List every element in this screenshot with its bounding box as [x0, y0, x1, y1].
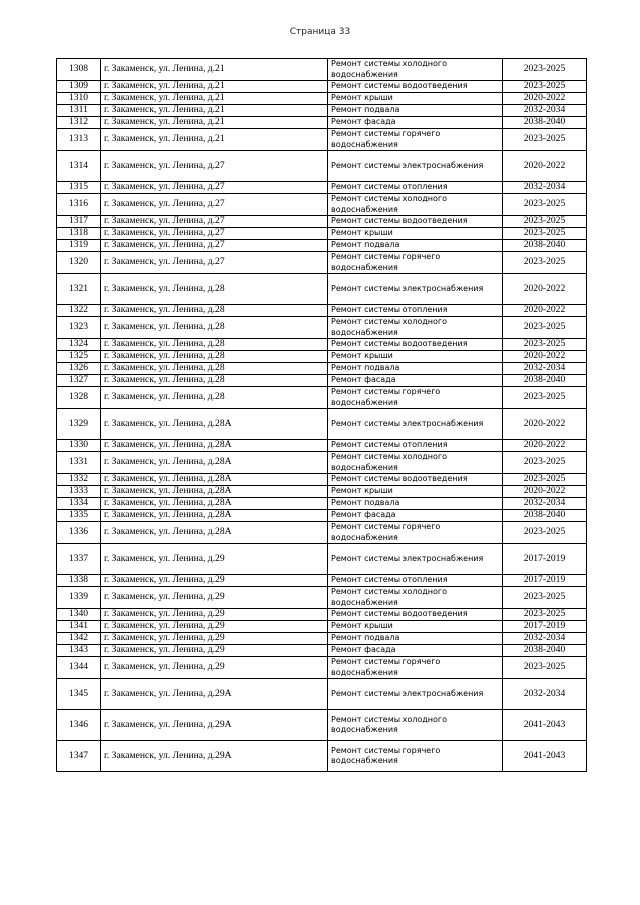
row-number: 1330 [57, 440, 101, 452]
row-address: г. Закаменск, ул. Ленина, д.21 [101, 105, 328, 117]
repair-schedule-table [56, 58, 587, 772]
row-work-type: Ремонт системы горячего водоснабжения [328, 657, 503, 679]
row-work-type: Ремонт системы холодного водоснабжения [328, 452, 503, 474]
row-number: 1314 [57, 151, 101, 182]
row-address: г. Закаменск, ул. Ленина, д.21 [101, 81, 328, 93]
table-row [57, 305, 587, 317]
table-row [57, 339, 587, 351]
row-address: г. Закаменск, ул. Ленина, д.28А [101, 409, 328, 440]
row-address: г. Закаменск, ул. Ленина, д.28 [101, 305, 328, 317]
row-address: г. Закаменск, ул. Ленина, д.29 [101, 621, 328, 633]
table-row [57, 351, 587, 363]
row-number: 1309 [57, 81, 101, 93]
row-address: г. Закаменск, ул. Ленина, д.27 [101, 228, 328, 240]
row-work-type: Ремонт системы горячего водоснабжения [328, 252, 503, 274]
row-period: 2023-2025 [503, 522, 587, 544]
row-address: г. Закаменск, ул. Ленина, д.28А [101, 498, 328, 510]
row-address: г. Закаменск, ул. Ленина, д.28 [101, 339, 328, 351]
row-number: 1334 [57, 498, 101, 510]
row-period: 2023-2025 [503, 194, 587, 216]
row-number: 1332 [57, 474, 101, 486]
row-period: 2023-2025 [503, 81, 587, 93]
row-period: 2038-2040 [503, 240, 587, 252]
row-work-type: Ремонт системы электроснабжения [328, 274, 503, 305]
row-period: 2023-2025 [503, 216, 587, 228]
row-work-type: Ремонт системы холодного водоснабжения [328, 59, 503, 81]
table-row [57, 409, 587, 440]
row-work-type: Ремонт подвала [328, 633, 503, 645]
row-address: г. Закаменск, ул. Ленина, д.27 [101, 240, 328, 252]
row-period: 2032-2034 [503, 363, 587, 375]
table-row [57, 387, 587, 409]
row-number: 1343 [57, 645, 101, 657]
table-row [57, 657, 587, 679]
row-number: 1335 [57, 510, 101, 522]
table-row [57, 93, 587, 105]
table-row [57, 679, 587, 710]
table-row [57, 194, 587, 216]
row-number: 1344 [57, 657, 101, 679]
row-work-type: Ремонт фасада [328, 117, 503, 129]
row-work-type: Ремонт системы холодного водоснабжения [328, 194, 503, 216]
table-row [57, 252, 587, 274]
row-address: г. Закаменск, ул. Ленина, д.28А [101, 440, 328, 452]
row-number: 1323 [57, 317, 101, 339]
row-address: г. Закаменск, ул. Ленина, д.27 [101, 151, 328, 182]
row-period: 2023-2025 [503, 587, 587, 609]
table-row [57, 440, 587, 452]
row-number: 1310 [57, 93, 101, 105]
row-number: 1317 [57, 216, 101, 228]
row-work-type: Ремонт крыши [328, 93, 503, 105]
row-work-type: Ремонт системы отопления [328, 575, 503, 587]
row-work-type: Ремонт системы отопления [328, 440, 503, 452]
table-row [57, 151, 587, 182]
table-row [57, 228, 587, 240]
table-row [57, 510, 587, 522]
row-address: г. Закаменск, ул. Ленина, д.29 [101, 544, 328, 575]
row-work-type: Ремонт подвала [328, 498, 503, 510]
row-number: 1325 [57, 351, 101, 363]
row-number: 1311 [57, 105, 101, 117]
row-period: 2020-2022 [503, 351, 587, 363]
row-work-type: Ремонт системы водоотведения [328, 216, 503, 228]
row-address: г. Закаменск, ул. Ленина, д.28 [101, 274, 328, 305]
row-work-type: Ремонт системы горячего водоснабжения [328, 741, 503, 772]
row-number: 1331 [57, 452, 101, 474]
table-row [57, 375, 587, 387]
row-number: 1308 [57, 59, 101, 81]
table-row [57, 317, 587, 339]
table-row [57, 59, 587, 81]
table-row [57, 182, 587, 194]
row-address: г. Закаменск, ул. Ленина, д.29А [101, 710, 328, 741]
row-period: 2032-2034 [503, 633, 587, 645]
row-work-type: Ремонт подвала [328, 363, 503, 375]
row-work-type: Ремонт подвала [328, 240, 503, 252]
row-period: 2041-2043 [503, 710, 587, 741]
row-address: г. Закаменск, ул. Ленина, д.28А [101, 474, 328, 486]
row-work-type: Ремонт системы горячего водоснабжения [328, 522, 503, 544]
row-work-type: Ремонт фасада [328, 510, 503, 522]
table-row [57, 609, 587, 621]
table-row [57, 710, 587, 741]
row-number: 1328 [57, 387, 101, 409]
table-row [57, 544, 587, 575]
row-number: 1315 [57, 182, 101, 194]
row-work-type: Ремонт фасада [328, 375, 503, 387]
row-number: 1342 [57, 633, 101, 645]
table-body [57, 59, 587, 772]
row-period: 2017-2019 [503, 621, 587, 633]
row-work-type: Ремонт системы холодного водоснабжения [328, 587, 503, 609]
row-period: 2032-2034 [503, 182, 587, 194]
row-address: г. Закаменск, ул. Ленина, д.29А [101, 679, 328, 710]
row-address: г. Закаменск, ул. Ленина, д.29 [101, 657, 328, 679]
row-period: 2038-2040 [503, 645, 587, 657]
row-number: 1329 [57, 409, 101, 440]
row-number: 1340 [57, 609, 101, 621]
row-period: 2017-2019 [503, 575, 587, 587]
row-period: 2023-2025 [503, 609, 587, 621]
row-number: 1338 [57, 575, 101, 587]
row-number: 1333 [57, 486, 101, 498]
row-address: г. Закаменск, ул. Ленина, д.29А [101, 741, 328, 772]
row-number: 1341 [57, 621, 101, 633]
row-period: 2038-2040 [503, 510, 587, 522]
row-address: г. Закаменск, ул. Ленина, д.29 [101, 609, 328, 621]
row-work-type: Ремонт системы отопления [328, 305, 503, 317]
row-period: 2020-2022 [503, 274, 587, 305]
row-period: 2023-2025 [503, 452, 587, 474]
table-row [57, 117, 587, 129]
row-period: 2023-2025 [503, 228, 587, 240]
table-row [57, 587, 587, 609]
table-row [57, 522, 587, 544]
table-row [57, 575, 587, 587]
row-work-type: Ремонт крыши [328, 486, 503, 498]
row-address: г. Закаменск, ул. Ленина, д.27 [101, 182, 328, 194]
row-work-type: Ремонт системы водоотведения [328, 474, 503, 486]
row-address: г. Закаменск, ул. Ленина, д.28А [101, 452, 328, 474]
row-address: г. Закаменск, ул. Ленина, д.28А [101, 510, 328, 522]
row-number: 1345 [57, 679, 101, 710]
row-address: г. Закаменск, ул. Ленина, д.21 [101, 129, 328, 151]
row-number: 1312 [57, 117, 101, 129]
row-number: 1316 [57, 194, 101, 216]
table-row [57, 129, 587, 151]
row-work-type: Ремонт системы электроснабжения [328, 679, 503, 710]
table-row [57, 486, 587, 498]
row-work-type: Ремонт системы электроснабжения [328, 409, 503, 440]
row-work-type: Ремонт системы электроснабжения [328, 544, 503, 575]
table-row [57, 240, 587, 252]
row-number: 1326 [57, 363, 101, 375]
row-address: г. Закаменск, ул. Ленина, д.28 [101, 363, 328, 375]
row-address: г. Закаменск, ул. Ленина, д.29 [101, 633, 328, 645]
row-address: г. Закаменск, ул. Ленина, д.29 [101, 575, 328, 587]
page-header: Страница 33 [289, 27, 351, 37]
row-number: 1337 [57, 544, 101, 575]
row-number: 1322 [57, 305, 101, 317]
row-period: 2032-2034 [503, 105, 587, 117]
row-work-type: Ремонт системы горячего водоснабжения [328, 129, 503, 151]
row-address: г. Закаменск, ул. Ленина, д.28 [101, 351, 328, 363]
row-number: 1339 [57, 587, 101, 609]
row-address: г. Закаменск, ул. Ленина, д.28А [101, 522, 328, 544]
row-work-type: Ремонт крыши [328, 228, 503, 240]
row-address: г. Закаменск, ул. Ленина, д.27 [101, 194, 328, 216]
row-address: г. Закаменск, ул. Ленина, д.28 [101, 317, 328, 339]
row-period: 2017-2019 [503, 544, 587, 575]
row-period: 2023-2025 [503, 657, 587, 679]
row-period: 2020-2022 [503, 409, 587, 440]
table-row [57, 621, 587, 633]
row-period: 2020-2022 [503, 305, 587, 317]
row-work-type: Ремонт системы горячего водоснабжения [328, 387, 503, 409]
row-number: 1313 [57, 129, 101, 151]
table-row [57, 81, 587, 93]
row-work-type: Ремонт системы водоотведения [328, 81, 503, 93]
row-address: г. Закаменск, ул. Ленина, д.21 [101, 59, 328, 81]
row-period: 2023-2025 [503, 474, 587, 486]
row-number: 1324 [57, 339, 101, 351]
row-address: г. Закаменск, ул. Ленина, д.28 [101, 387, 328, 409]
row-number: 1319 [57, 240, 101, 252]
row-work-type: Ремонт системы отопления [328, 182, 503, 194]
row-address: г. Закаменск, ул. Ленина, д.29 [101, 645, 328, 657]
row-address: г. Закаменск, ул. Ленина, д.29 [101, 587, 328, 609]
table-row [57, 452, 587, 474]
row-period: 2023-2025 [503, 387, 587, 409]
row-period: 2023-2025 [503, 317, 587, 339]
row-period: 2023-2025 [503, 59, 587, 81]
row-period: 2032-2034 [503, 679, 587, 710]
table-row [57, 363, 587, 375]
row-address: г. Закаменск, ул. Ленина, д.27 [101, 216, 328, 228]
row-number: 1336 [57, 522, 101, 544]
row-period: 2023-2025 [503, 129, 587, 151]
table-row [57, 274, 587, 305]
row-number: 1321 [57, 274, 101, 305]
table-row [57, 741, 587, 772]
row-number: 1327 [57, 375, 101, 387]
row-work-type: Ремонт крыши [328, 351, 503, 363]
table-row [57, 105, 587, 117]
row-work-type: Ремонт подвала [328, 105, 503, 117]
row-work-type: Ремонт системы холодного водоснабжения [328, 317, 503, 339]
row-period: 2032-2034 [503, 498, 587, 510]
row-address: г. Закаменск, ул. Ленина, д.21 [101, 117, 328, 129]
row-address: г. Закаменск, ул. Ленина, д.28А [101, 486, 328, 498]
row-number: 1318 [57, 228, 101, 240]
row-period: 2023-2025 [503, 252, 587, 274]
table-row [57, 498, 587, 510]
row-period: 2020-2022 [503, 440, 587, 452]
row-number: 1320 [57, 252, 101, 274]
table-row [57, 645, 587, 657]
table-row [57, 633, 587, 645]
row-period: 2038-2040 [503, 375, 587, 387]
row-address: г. Закаменск, ул. Ленина, д.27 [101, 252, 328, 274]
row-period: 2041-2043 [503, 741, 587, 772]
row-work-type: Ремонт системы холодного водоснабжения [328, 710, 503, 741]
row-work-type: Ремонт крыши [328, 621, 503, 633]
row-address: г. Закаменск, ул. Ленина, д.21 [101, 93, 328, 105]
table-row [57, 474, 587, 486]
table-row [57, 216, 587, 228]
row-number: 1347 [57, 741, 101, 772]
row-period: 2020-2022 [503, 486, 587, 498]
row-period: 2038-2040 [503, 117, 587, 129]
row-number: 1346 [57, 710, 101, 741]
row-work-type: Ремонт системы электроснабжения [328, 151, 503, 182]
row-period: 2023-2025 [503, 339, 587, 351]
row-work-type: Ремонт фасада [328, 645, 503, 657]
row-period: 2020-2022 [503, 151, 587, 182]
row-period: 2020-2022 [503, 93, 587, 105]
row-work-type: Ремонт системы водоотведения [328, 609, 503, 621]
row-work-type: Ремонт системы водоотведения [328, 339, 503, 351]
row-address: г. Закаменск, ул. Ленина, д.28 [101, 375, 328, 387]
